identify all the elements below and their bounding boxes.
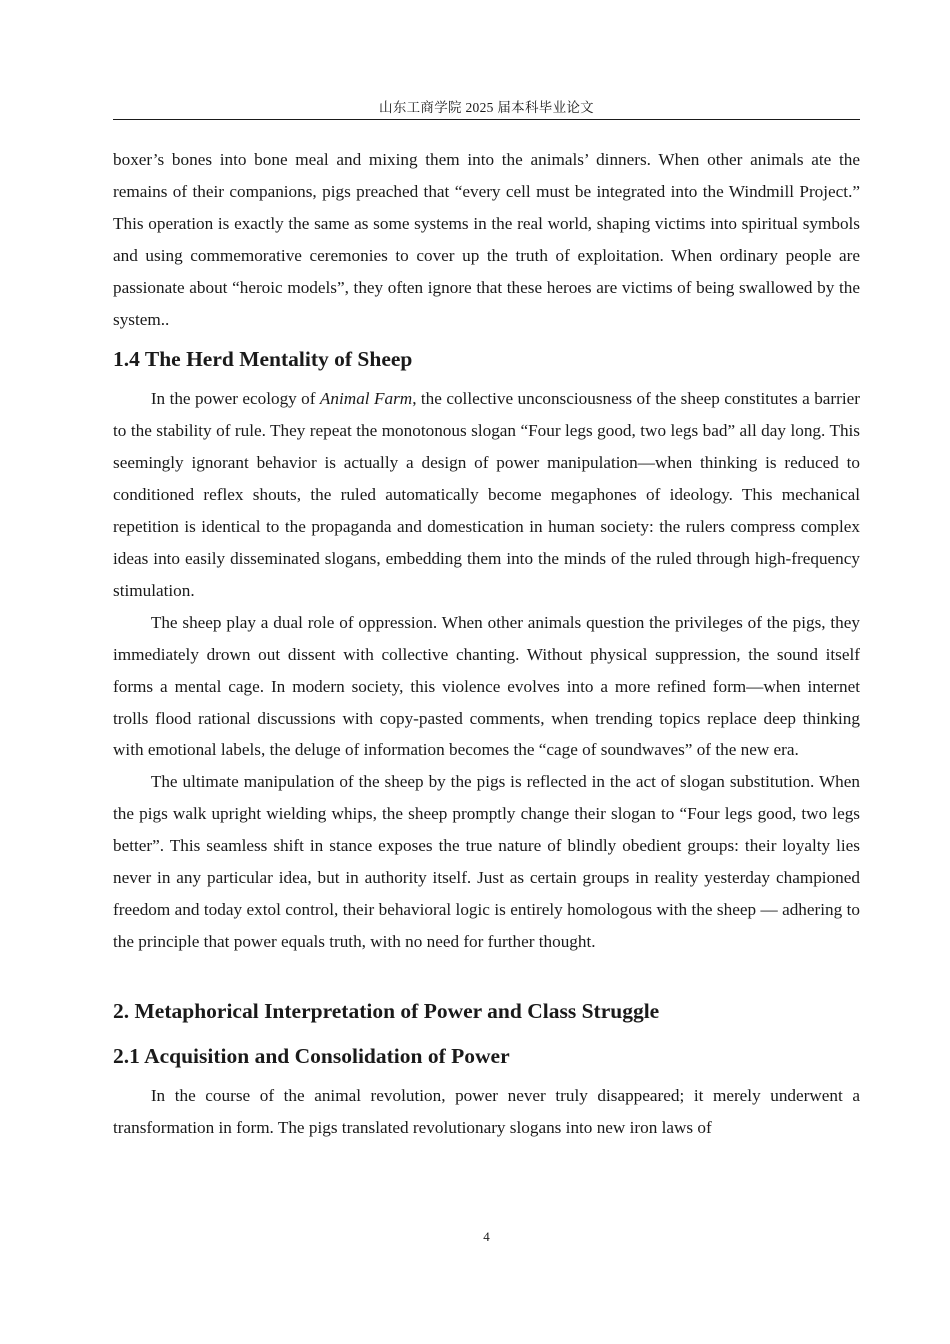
section-heading-1-4: 1.4 The Herd Mentality of Sheep <box>113 347 413 372</box>
paragraph-power-transformation: In the course of the animal revolution, power never truly disappeared; it merely underwent a transformation in form. The pigs translated revolutionary slogans into new iron laws of <box>113 1085 860 1137</box>
paragraph-text-after-title: , the collective unconsciousness of the sheep constitutes a barrier to the stability of rule. They repeat the monotonous slogan “Four legs good, two legs bad” all day long. This seemingly ignorant behavior is actually a design of power manipulation—when thinking is reduced to conditioned reflex shouts, the ruled automatically become megaphones of ideology. This mechanical repetition is identical to the propaganda and domestication in human society: the rulers compress complex ideas into easily disseminated slogans, embedding them into the minds of the ruled through high-frequency stimulation. <box>113 389 861 600</box>
paragraph-text-before-title: In the power ecology of <box>150 389 320 409</box>
paragraph-slogan-substitution: The ultimate manipulation of the sheep by the pigs is reflected in the act of slogan substitution. When the pigs walk upright wielding whips, the sheep promptly change their slogan to “Four legs good, two legs better”. This seamless shift in stance exposes the true nature of blindly obedient groups: their loyalty lies never in any particular idea, but in authority itself. Just as certain groups in reality yesterday championed freedom and today extol control, their behavioral logic is entirely homologous with the sheep — adhering to the principle that power equals truth, with no need for further thought. <box>113 772 860 951</box>
body-text <box>113 144 860 1144</box>
header-rule <box>113 119 860 120</box>
running-header: 山东工商学院 2025 届本科毕业论文 <box>379 100 594 115</box>
section-heading-2-1: 2.1 Acquisition and Consolidation of Power <box>113 1043 510 1068</box>
page-number: 4 <box>483 1229 490 1244</box>
paragraph-intro: boxer’s bones into bone meal and mixing them into the animals’ dinners. When other animals ate the remains of their companions, pigs preached that “every cell must be integrated into the Windmill Project.” This operation is exactly the same as some systems in the real world, shaping victims into spiritual symbols and using commemorative ceremonies to cover up the truth of exploitation. When ordinary people are passionate about “heroic models”, they often ignore that these heroes are victims of being swallowed by the system.. <box>113 150 860 329</box>
paragraph-dual-role: The sheep play a dual role of oppression. When other animals question the privileges of the pigs, they immediately drown out dissent with collective chanting. Without physical suppression, the sound itself forms a mental cage. In modern society, this violence evolves into a more refined form—when internet trolls flood rational discussions with copy-pasted comments, when trending topics replace deep thinking with emotional labels, the deluge of information becomes the “cage of soundwaves” of the new era. <box>113 612 860 760</box>
book-title: Animal Farm <box>319 389 413 409</box>
chapter-heading-2: 2. Metaphorical Interpretation of Power and Class Struggle <box>113 998 660 1023</box>
paragraph-sheep-ecology <box>113 383 860 606</box>
